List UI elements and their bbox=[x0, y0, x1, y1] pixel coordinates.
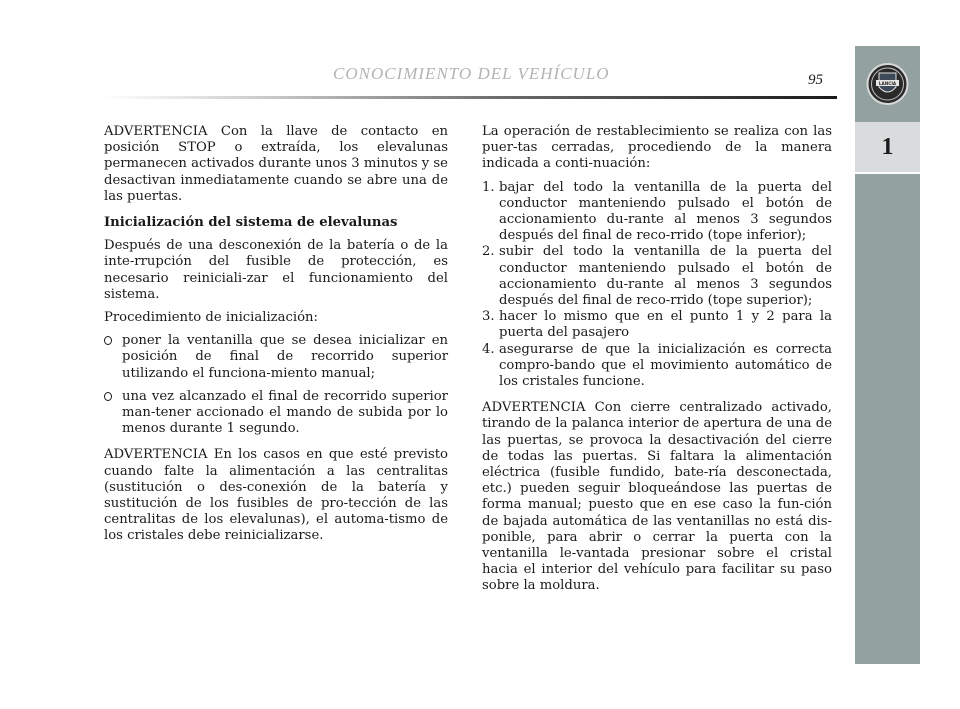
warning-paragraph: ADVERTENCIA En los casos en que esté previsto cuando falte la alimentación a las centralitas (sustitución o des-conexión de la batería y sustitución de los fusibles de pro-tección de las centralitas de los elevalunas), el automa-tismo de los cristales debe reinicializarse. bbox=[104, 447, 448, 544]
step-number: 4. bbox=[482, 341, 495, 357]
list-item-text: poner la ventanilla que se desea inicializar en posición de final de recorrido superior utilizando el funciona-miento manual; bbox=[122, 333, 448, 381]
step-text: asegurarse de que la inicialización es correcta compro-bando que el movimiento automático de los cristales funcione. bbox=[499, 341, 832, 390]
list-item bbox=[482, 342, 832, 391]
warning-paragraph: ADVERTENCIA Con la llave de contacto en posición STOP o extraída, los elevalunas permanecen activados durante unos 3 minutos y se desactivan inmediatamente cuando se abre una de las puertas. bbox=[104, 124, 448, 204]
page-number: 95 bbox=[808, 72, 823, 88]
step-text: subir del todo la ventanilla de la puerta del conductor manteniendo pulsado el botón de accionamiento du-rante al menos 3 segundos después del final de reco-rrido (tope superior); bbox=[499, 244, 832, 309]
chapter-number: 1 bbox=[855, 122, 920, 172]
right-column bbox=[482, 124, 832, 595]
list-item bbox=[482, 309, 832, 341]
step-number: 2. bbox=[482, 244, 495, 260]
list-item bbox=[482, 244, 832, 309]
section-title: CONOCIMIENTO DEL VEHÍCULO bbox=[333, 64, 610, 83]
list-item bbox=[482, 180, 832, 245]
list-item bbox=[104, 333, 448, 382]
logo-lettering: LANCIA bbox=[878, 81, 897, 86]
brand-logo-box bbox=[855, 46, 920, 121]
intro-paragraph: Después de una desconexión de la batería o de la inte-rrupción del fusible de protección, es necesario reiniciali-zar el funcionamiento del sistema. bbox=[104, 238, 448, 302]
step-number: 3. bbox=[482, 309, 495, 325]
bullet-circle-icon bbox=[104, 392, 112, 401]
procedure-label: Procedimiento de inicialización: bbox=[104, 310, 318, 326]
step-number: 1. bbox=[482, 179, 495, 195]
step-text: hacer lo mismo que en el punto 1 y 2 para la puerta del pasajero bbox=[499, 309, 832, 341]
warning-paragraph: ADVERTENCIA Con cierre centralizado activado, tirando de la palanca interior de apertura de una de las puertas, se provoca la desactivación del cierre de todas las puertas. Si faltara la alimentación eléctrica (fusible fundido, bate-ría desconectada, etc.) pueden seguir bloqueándose las puertas de forma manual; puesto que en ese caso la fun-ción de bajada automática de las ventanillas no está dis-ponible, para abrir o cerrar la puerta con la ventanilla le-vantada presionar sobre el cristal hacia el interior del vehículo para facilitar su paso sobre la moldura. bbox=[482, 400, 832, 594]
chapter-divider bbox=[855, 172, 920, 174]
section-heading: Inicialización del sistema de elevalunas bbox=[104, 215, 398, 231]
step-text: bajar del todo la ventanilla de la puerta del conductor manteniendo pulsado el botón de accionamiento du-rante al menos 3 segundos después del final de reco-rrido (tope inferior); bbox=[499, 179, 832, 244]
list-item-text: una vez alcanzado el final de recorrido superior man-tener accionado el mando de subida por lo menos durante 1 segundo. bbox=[122, 388, 448, 437]
header-rule bbox=[104, 96, 837, 99]
list-item bbox=[104, 389, 448, 438]
intro-paragraph: La operación de restablecimiento se realiza con las puer-tas cerradas, procediendo de la manera indicada a conti-nuación: bbox=[482, 124, 832, 172]
left-column bbox=[104, 124, 448, 545]
bullet-circle-icon bbox=[104, 336, 112, 345]
lancia-shield-icon bbox=[866, 61, 909, 107]
